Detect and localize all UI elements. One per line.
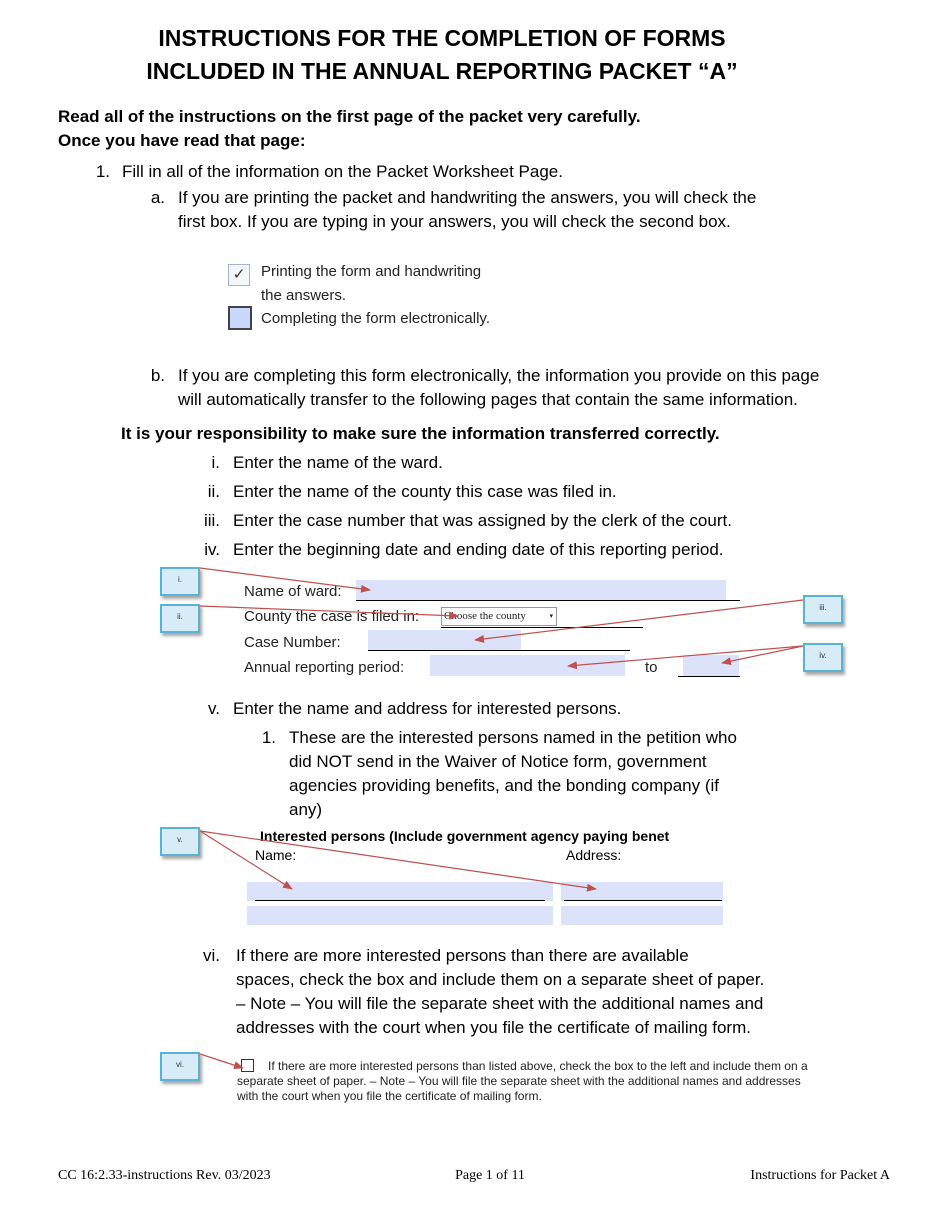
item-i-text: Enter the name of the ward. [233,453,443,472]
callout-vi: vi. [160,1052,200,1081]
checkbox-option-1-line-2: the answers. [261,287,347,304]
arrow-iii [475,600,803,640]
callout-v: v. [160,827,200,856]
title-line-1: INSTRUCTIONS FOR THE COMPLETION OF FORMS [158,25,726,51]
footer-form-number: CC 16:2.33-instructions Rev. 03/2023 [58,1168,271,1183]
checkbox-option-1-line-1: Printing the form and handwriting [261,263,482,280]
item-vi-line-1: If there are more interested persons than there are available [236,946,689,965]
arrow-iv-start [568,646,803,666]
persons-address-label: Address: [566,847,622,863]
county-label: County the case is filed in: [244,608,420,625]
step-1b-marker: b. [150,366,165,385]
step-1a-marker: a. [150,188,165,207]
item-v-text: Enter the name and address for interested persons. [233,699,622,718]
step-1b-line-2: will automatically transfer to the following pages that contain the same information. [178,390,798,409]
step-1a-line-1: If you are printing the packet and handwriting the answers, you will check the [178,188,757,207]
arrow-v-address [200,831,596,889]
responsibility-note: It is your responsibility to make sure the information transferred correctly. [121,424,720,443]
persons-name-label: Name: [255,847,297,863]
arrow-v-name [200,831,292,889]
item-iv-text: Enter the beginning date and ending date of this reporting period. [233,540,724,559]
more-persons-line-1: If there are more interested persons than listed above, check the box to the left and include them on a [268,1059,808,1073]
arrow-iv-end [722,646,803,663]
item-iii-text: Enter the case number that was assigned by the clerk of the court. [233,511,732,530]
item-v-sub-line-3: agencies providing benefits, and the bonding company (if [289,776,720,795]
checkbox-option-2-label: Completing the form electronically. [261,310,490,327]
step-1a-line-2: first box. If you are typing in your answers, you will check the second box. [178,212,731,231]
checked-box-icon: ✓ [228,264,250,286]
step-1-number: 1. [95,162,110,181]
intro-line-2: Once you have read that page: [58,131,306,150]
more-persons-line-3: with the court when you file the certificate of mailing form. [237,1089,542,1103]
dropdown-arrow-icon: ▾ [549,612,553,620]
item-vi-line-4: addresses with the court when you file the certificate of mailing form. [236,1018,751,1037]
item-v-sub-line-2: did NOT send in the Waiver of Notice form, government [289,752,707,771]
item-vi-marker: vi. [203,946,220,965]
reporting-period-label: Annual reporting period: [244,659,405,676]
arrow-i [200,568,370,590]
title-line-2: INCLUDED IN THE ANNUAL REPORTING PACKET “A” [146,58,738,84]
interested-persons-heading: Interested persons (Include government agency paying benet [260,828,670,844]
period-to-label: to [645,659,658,676]
item-v-sub-marker: 1. [261,728,276,747]
callout-ii: ii. [160,604,200,633]
footer-packet-name: Instructions for Packet A [750,1168,890,1183]
arrow-vi [200,1054,243,1068]
item-i-marker: i. [211,453,220,472]
arrow-ii [200,606,458,616]
case-number-label: Case Number: [244,634,341,651]
step-1b-line-1: If you are completing this form electronically, the information you provide on this page [178,366,820,385]
more-persons-line-2: separate sheet of paper. – Note – You will file the separate sheet with the additional names and addresses [237,1074,801,1088]
callout-iii: iii. [803,595,843,624]
callout-iv: iv. [803,643,843,672]
county-select-value: Choose the county [444,610,526,622]
item-ii-marker: ii. [207,482,220,501]
item-v-sub-line-1: These are the interested persons named in the petition who [289,728,737,747]
step-1-text: Fill in all of the information on the Packet Worksheet Page. [122,162,563,181]
item-vi-line-3: – Note – You will file the separate sheet with the additional names and [236,994,764,1013]
item-iv-marker: iv. [204,540,220,559]
intro-line-1: Read all of the instructions on the first page of the packet very carefully. [58,107,641,126]
item-iii-marker: iii. [203,511,220,530]
footer-page-number: Page 1 of 11 [455,1168,525,1183]
item-vi-line-2: spaces, check the box and include them on a separate sheet of paper. [236,970,765,989]
name-of-ward-label: Name of ward: [244,583,342,600]
item-v-marker: v. [208,699,220,718]
item-v-sub-line-4: any) [289,800,323,819]
item-ii-text: Enter the name of the county this case was filed in. [233,482,617,501]
callout-i: i. [160,567,200,596]
